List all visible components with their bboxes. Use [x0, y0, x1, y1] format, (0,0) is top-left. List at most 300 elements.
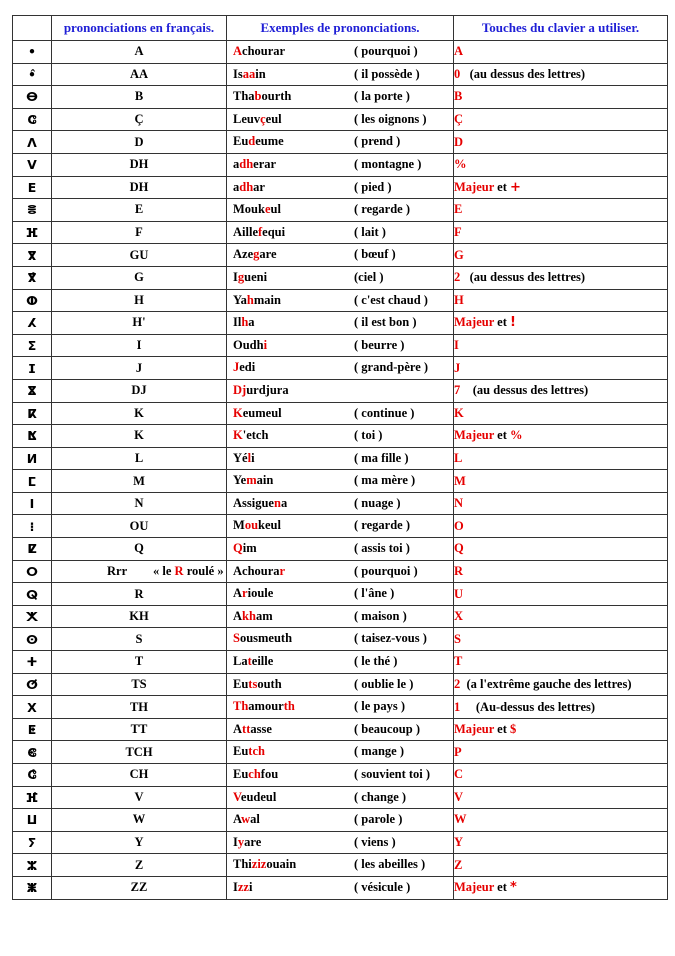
example-fragment: ourth — [261, 89, 292, 104]
example-fragment: Yé — [233, 450, 248, 465]
pronunciation-cell: D — [52, 131, 227, 154]
example-word — [233, 518, 281, 533]
example-cell — [227, 334, 454, 357]
keyboard-key-fragment: Majeur — [454, 179, 495, 194]
keyboard-key-cell — [454, 809, 668, 832]
example-cell — [227, 651, 454, 674]
table-row — [13, 108, 668, 131]
example-word — [233, 880, 252, 895]
pronunciation-cell: N — [52, 492, 227, 515]
example-fragment: zz — [237, 879, 249, 894]
keyboard-key-cell — [454, 266, 668, 289]
example-meaning: ( bœuf ) — [354, 247, 396, 262]
example-wrap — [227, 312, 453, 334]
pronunciation-cell: E — [52, 199, 227, 222]
example-fragment: A — [233, 721, 243, 736]
example-fragment: K — [233, 428, 243, 443]
table-row — [13, 764, 668, 787]
example-word — [233, 790, 276, 805]
table-row — [13, 651, 668, 674]
keyboard-key-cell — [454, 244, 668, 267]
keyboard-key-cell — [454, 718, 668, 741]
example-meaning: ( oublie le ) — [354, 676, 414, 691]
table-row — [13, 334, 668, 357]
table-row — [13, 673, 668, 696]
example-word — [233, 428, 268, 443]
keyboard-key-cell — [454, 153, 668, 176]
example-fragment: h — [246, 292, 254, 307]
example-fragment: Q — [233, 541, 243, 556]
example-fragment: are — [259, 247, 277, 262]
example-fragment: th — [283, 699, 295, 714]
example-cell — [227, 583, 454, 606]
example-meaning: ( l'âne ) — [354, 586, 395, 601]
keyboard-key-cell — [454, 605, 668, 628]
tifinagh-glyph: ⵅ — [13, 605, 52, 628]
tifinagh-glyph: ⴱ — [13, 86, 52, 109]
pronunciation-cell: B — [52, 86, 227, 109]
example-fragment: Is — [233, 66, 243, 81]
pronunciation-cell — [52, 560, 227, 583]
keyboard-key-cell — [454, 199, 668, 222]
example-fragment: r — [242, 586, 248, 601]
keyboard-key-cell — [454, 86, 668, 109]
keyboard-key-fragment: 7 — [454, 383, 461, 398]
pronunciation-cell: GU — [52, 244, 227, 267]
example-cell — [227, 379, 454, 402]
keyboard-key-fragment: (au dessus des lettres) — [460, 383, 589, 398]
pronunciation-cell: TCH — [52, 741, 227, 764]
example-wrap — [227, 651, 453, 673]
example-fragment: Leuv — [233, 111, 261, 126]
example-meaning: ( viens ) — [354, 834, 396, 849]
example-meaning: ( le pays ) — [354, 699, 406, 714]
example-fragment: y — [237, 834, 245, 849]
example-word — [233, 112, 282, 127]
keyboard-key-cell — [454, 131, 668, 154]
example-cell — [227, 628, 454, 651]
tifinagh-glyph: ⵏ — [13, 492, 52, 515]
keyboard-key-fragment: J — [454, 360, 461, 375]
keyboard-key-cell — [454, 221, 668, 244]
keyboard-key-cell — [454, 492, 668, 515]
keyboard-key-fragment: et — [494, 315, 511, 330]
example-fragment: m — [246, 473, 257, 488]
keyboard-key-fragment: (a l'extrême gauche des lettres) — [460, 676, 632, 691]
example-word — [233, 767, 278, 782]
example-fragment: Assigue — [233, 495, 274, 510]
example-word — [233, 315, 255, 330]
example-wrap — [227, 177, 453, 199]
pronunciation-cell: TS — [52, 673, 227, 696]
header-pronunciation: prononciations en français. — [52, 16, 227, 41]
example-word — [233, 835, 261, 850]
example-meaning: ( lait ) — [354, 224, 386, 239]
example-fragment: ueni — [244, 269, 268, 284]
example-cell — [227, 515, 454, 538]
example-fragment: Eu — [233, 134, 249, 149]
example-word — [233, 383, 289, 398]
pronunciation-fragment: roulé » — [183, 563, 224, 578]
example-cell — [227, 425, 454, 448]
example-fragment: are — [244, 834, 262, 849]
example-meaning: ( taisez-vous ) — [354, 631, 427, 646]
example-wrap — [227, 335, 453, 357]
example-fragment: A — [233, 608, 243, 623]
table-row — [13, 425, 668, 448]
example-word — [233, 157, 276, 172]
example-word — [233, 89, 291, 104]
example-fragment: ain — [256, 473, 274, 488]
example-wrap — [227, 583, 453, 605]
header-examples: Exemples de prononciations. — [227, 16, 454, 41]
example-fragment: Th — [233, 699, 249, 714]
example-fragment: Eu — [233, 744, 249, 759]
keyboard-key-cell — [454, 515, 668, 538]
example-word — [233, 609, 273, 624]
keyboard-key-fragment: ! — [510, 315, 516, 331]
table-row — [13, 289, 668, 312]
pronunciation-cell: K — [52, 425, 227, 448]
keyboard-key-fragment: Q — [454, 541, 464, 556]
tifinagh-glyph: ⵞ — [13, 741, 52, 764]
example-word — [233, 202, 281, 217]
example-cell — [227, 470, 454, 493]
keyboard-key-fragment: (au dessus des lettres) — [460, 270, 586, 285]
keyboard-key-cell — [454, 651, 668, 674]
tifinagh-glyph: ⁝ — [13, 515, 52, 538]
tifinagh-glyph: ⵇ — [13, 538, 52, 561]
example-wrap — [227, 493, 453, 515]
example-fragment: equi — [262, 224, 286, 239]
table-row — [13, 741, 668, 764]
table-row — [13, 402, 668, 425]
tifinagh-glyph: ⵜ — [13, 651, 52, 674]
example-wrap — [227, 425, 453, 447]
pronunciation-text: Rrr — [107, 563, 128, 578]
tifinagh-glyph: ⴻ — [13, 199, 52, 222]
tifinagh-glyph: ⴳ — [13, 244, 52, 267]
tifinagh-glyph: ⴹ — [13, 176, 52, 199]
keyboard-key-fragment: et — [494, 722, 511, 737]
table-row — [13, 153, 668, 176]
keyboard-key-fragment: X — [454, 609, 464, 624]
tifinagh-glyph: ⵃ — [13, 312, 52, 335]
keyboard-key-fragment: F — [454, 225, 462, 240]
example-meaning: ( vésicule ) — [354, 879, 411, 894]
example-word — [233, 699, 295, 714]
example-meaning: ( grand-père ) — [354, 360, 429, 375]
keyboard-key-cell — [454, 741, 668, 764]
example-fragment: A — [233, 44, 243, 58]
table-row — [13, 492, 668, 515]
example-cell — [227, 560, 454, 583]
example-cell — [227, 86, 454, 109]
example-wrap — [227, 290, 453, 312]
example-fragment: a — [248, 315, 255, 330]
example-cell — [227, 153, 454, 176]
tifinagh-glyph: ⴼ̂ — [13, 786, 52, 809]
example-wrap — [227, 741, 453, 763]
pronunciation-cell: CH — [52, 764, 227, 787]
example-fragment: b — [254, 89, 262, 104]
keyboard-key-cell — [454, 447, 668, 470]
example-cell — [227, 538, 454, 561]
example-fragment: Thi — [233, 857, 252, 872]
example-fragment: aa — [242, 66, 256, 81]
example-fragment: w — [241, 812, 251, 827]
pronunciation-note — [153, 564, 224, 579]
example-meaning: ( pourquoi ) — [354, 44, 418, 58]
keyboard-key-fragment: Y — [454, 835, 464, 850]
pronunciation-fragment: R — [174, 563, 184, 578]
example-meaning: ( ma mère ) — [354, 473, 416, 488]
example-cell — [227, 492, 454, 515]
example-word — [233, 722, 272, 737]
example-fragment: K — [233, 405, 243, 420]
example-cell — [227, 741, 454, 764]
pronunciation-cell: Z — [52, 854, 227, 877]
example-fragment: J — [233, 360, 240, 375]
tifinagh-glyph: ⵛ — [13, 108, 52, 131]
keyboard-key-cell — [454, 379, 668, 402]
example-fragment: Dj — [233, 382, 247, 397]
example-fragment: dh — [239, 156, 254, 171]
header-row — [13, 16, 668, 41]
example-word — [233, 67, 266, 82]
example-fragment: a — [233, 156, 240, 171]
example-meaning: ( souvient toi ) — [354, 767, 431, 781]
pronunciation-cell: KH — [52, 605, 227, 628]
example-fragment: amour — [248, 699, 284, 714]
example-fragment: ch — [248, 767, 261, 781]
example-cell — [227, 809, 454, 832]
example-wrap — [227, 515, 453, 537]
table-row — [13, 605, 668, 628]
tifinagh-glyph: ⴵ — [13, 379, 52, 402]
keyboard-key-cell — [454, 176, 668, 199]
pronunciation-cell: J — [52, 357, 227, 380]
example-word — [233, 134, 284, 149]
pronunciation-cell: W — [52, 809, 227, 832]
pronunciation-cell: Y — [52, 831, 227, 854]
example-fragment: al — [250, 812, 260, 827]
tifinagh-glyph: ⵥ — [13, 876, 52, 899]
example-fragment: h — [241, 315, 249, 330]
keyboard-key-fragment: Z — [454, 857, 463, 872]
pronunciation-cell: M — [52, 470, 227, 493]
example-wrap — [227, 674, 453, 696]
table-row — [13, 221, 668, 244]
keyboard-key-cell — [454, 583, 668, 606]
example-word — [233, 44, 285, 59]
example-fragment: Tha — [233, 89, 255, 104]
example-word — [233, 270, 267, 285]
keyboard-key-fragment: 2 — [454, 676, 461, 691]
keyboard-key-fragment: A — [454, 44, 464, 59]
tifinagh-glyph: ⴳ̂ — [13, 266, 52, 289]
example-fragment: f — [258, 224, 263, 239]
table-row — [13, 696, 668, 719]
example-word — [233, 654, 273, 669]
tifinagh-glyph: ⵊ — [13, 357, 52, 380]
example-meaning: ( montagne ) — [354, 156, 422, 171]
example-wrap — [227, 877, 453, 899]
example-fragment: eudeul — [240, 789, 277, 804]
example-cell — [227, 605, 454, 628]
example-fragment: chourar — [242, 44, 286, 58]
example-fragment: ts — [248, 676, 258, 691]
example-wrap — [227, 357, 453, 379]
pronunciation-cell: OU — [52, 515, 227, 538]
table-row — [13, 560, 668, 583]
example-fragment: tch — [248, 744, 265, 759]
table-row — [13, 628, 668, 651]
example-wrap — [227, 854, 453, 876]
example-fragment: d — [248, 134, 256, 149]
table-row — [13, 470, 668, 493]
example-wrap — [227, 86, 453, 108]
example-fragment: main — [253, 292, 281, 307]
keyboard-key-cell — [454, 696, 668, 719]
keyboard-key-fragment: C — [454, 767, 464, 782]
example-wrap — [227, 222, 453, 244]
tifinagh-glyph: ⵟ — [13, 718, 52, 741]
keyboard-key-fragment: G — [454, 247, 464, 262]
example-fragment: ouain — [266, 857, 297, 872]
tifinagh-glyph: ⵙ — [13, 628, 52, 651]
example-fragment: V — [233, 789, 241, 804]
keyboard-key-cell — [454, 357, 668, 380]
example-cell — [227, 357, 454, 380]
keyboard-key-cell — [454, 108, 668, 131]
keyboard-key-fragment: D — [454, 134, 464, 149]
example-fragment: ioule — [247, 586, 274, 601]
example-cell — [227, 402, 454, 425]
example-meaning: ( il possède ) — [354, 66, 420, 81]
example-fragment: im — [242, 541, 257, 556]
keyboard-key-fragment: B — [454, 89, 463, 104]
keyboard-key-fragment: V — [454, 789, 464, 804]
keyboard-key-fragment: E — [454, 202, 463, 217]
example-meaning: ( c'est chaud ) — [354, 292, 428, 307]
table-row — [13, 876, 668, 899]
example-cell — [227, 854, 454, 877]
example-cell — [227, 176, 454, 199]
example-meaning: ( pourquoi ) — [354, 563, 418, 578]
pronunciation-cell: V — [52, 786, 227, 809]
keyboard-key-fragment: (Au-dessus des lettres) — [460, 699, 596, 714]
example-fragment: ou — [244, 518, 259, 533]
tifinagh-glyph: ⴷ — [13, 131, 52, 154]
example-cell — [227, 244, 454, 267]
pronunciation-cell: I — [52, 334, 227, 357]
example-meaning: ( les abeilles ) — [354, 857, 426, 872]
example-wrap — [227, 403, 453, 425]
example-fragment: kh — [242, 608, 256, 623]
pronunciation-fragment: « le — [153, 563, 175, 578]
keyboard-key-fragment: $ — [510, 722, 517, 737]
keyboard-key-fragment: % — [510, 428, 523, 443]
tifinagh-glyph: ⵕ — [13, 583, 52, 606]
example-cell — [227, 831, 454, 854]
keyboard-key-fragment: O — [454, 518, 464, 533]
example-meaning: ( regarde ) — [354, 202, 410, 217]
table-row — [13, 379, 668, 402]
example-word — [233, 451, 255, 466]
example-wrap — [227, 199, 453, 221]
tifinagh-glyph: ⴼ — [13, 221, 52, 244]
example-meaning: ( parole ) — [354, 812, 403, 827]
example-fragment: n — [273, 495, 281, 510]
keyboard-key-fragment: R — [454, 563, 464, 578]
keyboard-key-cell — [454, 831, 668, 854]
example-wrap — [227, 696, 453, 718]
example-fragment: dh — [239, 179, 254, 194]
tifinagh-glyph: ⵎ — [13, 470, 52, 493]
keyboard-key-fragment: et — [494, 428, 511, 443]
example-fragment: outh — [257, 676, 282, 691]
keyboard-key-cell — [454, 628, 668, 651]
example-fragment: ziz — [251, 857, 267, 872]
example-fragment: fou — [260, 767, 279, 781]
example-wrap — [227, 41, 453, 63]
example-cell — [227, 108, 454, 131]
example-word — [233, 857, 296, 872]
table-row — [13, 176, 668, 199]
example-meaning: ( regarde ) — [354, 518, 410, 533]
tifinagh-glyph: ⴿ — [13, 425, 52, 448]
example-fragment: eul — [265, 111, 282, 126]
example-word — [233, 677, 282, 692]
keyboard-key-cell — [454, 402, 668, 425]
keyboard-key-fragment: I — [454, 338, 459, 353]
keyboard-key-fragment: U — [454, 586, 464, 601]
table-row — [13, 515, 668, 538]
tifinagh-glyph: ⵛ̂ — [13, 764, 52, 787]
tifinagh-glyph: ⴽ — [13, 402, 52, 425]
keyboard-key-fragment: T — [454, 654, 463, 669]
example-cell — [227, 673, 454, 696]
keyboard-key-fragment: Majeur — [454, 428, 495, 443]
pronunciation-split — [52, 561, 226, 583]
example-meaning: ( assis toi ) — [354, 541, 410, 556]
example-wrap — [227, 764, 453, 786]
table-row — [13, 447, 668, 470]
keyboard-key-fragment: K — [454, 405, 464, 420]
keyboard-key-cell — [454, 289, 668, 312]
example-fragment: ousmeuth — [239, 631, 293, 646]
example-fragment: La — [233, 654, 248, 669]
keyboard-key-fragment: H — [454, 292, 464, 307]
example-word — [233, 473, 273, 488]
table-row — [13, 718, 668, 741]
example-wrap — [227, 538, 453, 560]
table-row — [13, 538, 668, 561]
example-meaning: ( il est bon ) — [354, 315, 417, 330]
example-fragment: I — [233, 834, 238, 849]
table-row — [13, 244, 668, 267]
example-fragment: ç — [260, 111, 266, 126]
tifinagh-glyph: • — [13, 41, 52, 64]
example-word — [233, 631, 292, 646]
table-row — [13, 312, 668, 335]
table-body — [13, 41, 668, 900]
keyboard-key-cell — [454, 764, 668, 787]
example-wrap — [227, 832, 453, 854]
keyboard-key-fragment: (au dessus des lettres) — [460, 66, 586, 81]
example-fragment: Achoura — [233, 563, 280, 578]
